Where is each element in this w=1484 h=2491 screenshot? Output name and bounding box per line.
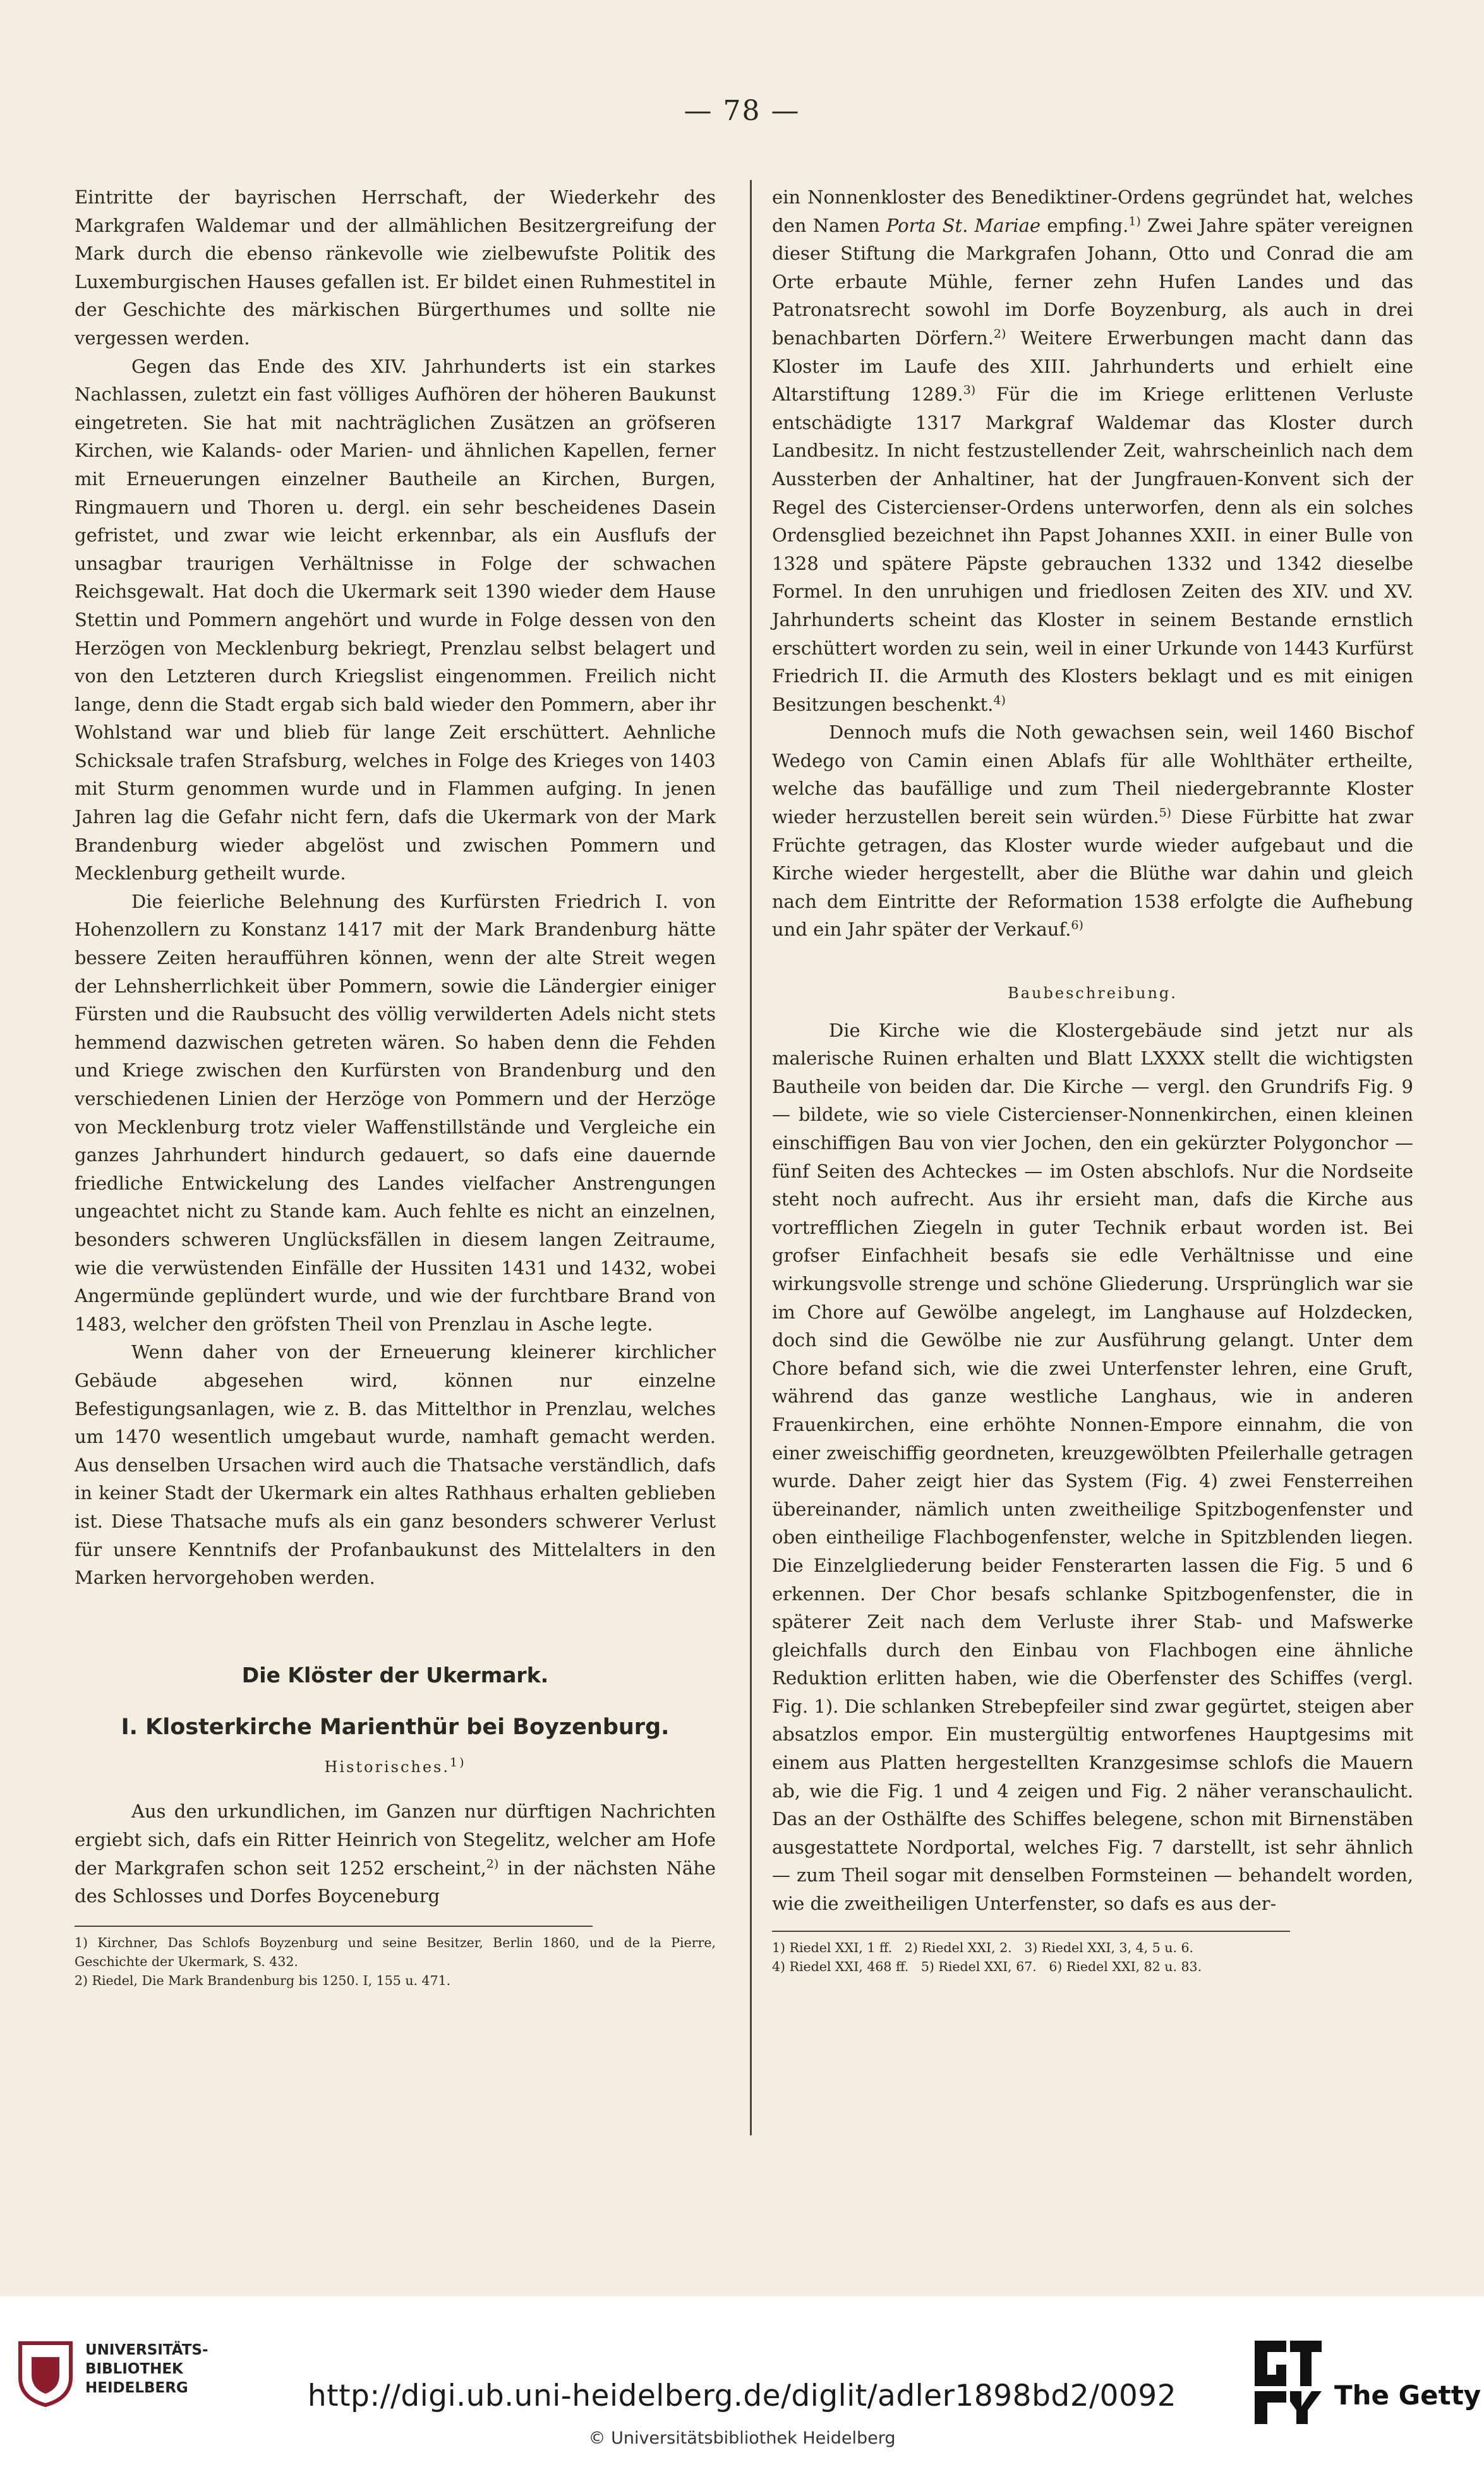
footnotes-left xyxy=(75,1933,716,1990)
text-run: Weitere Erwerbungen macht dann das Kloster im Laufe des XIII. Jahrhunderts und erhielt eine Altarstiftung 1289. xyxy=(772,327,1413,406)
text-run: Zwei Jahre später vereignen dieser Stiftung die Markgrafen Johann, Otto und Conrad die am Orte erbaute Mühle, ferner zehn Hufen Landes und das Patronatsrecht sowohl im Dorfe Boyzenburg, als auch in drei benachbarten Dörfern. xyxy=(772,214,1414,349)
paragraph: Eintritte der bayrischen Herrschaft, der Wiederkehr des Markgrafen Waldemar und der allmählichen Besitzergreifung der Mark durch die ebenso ränkevolle wie zielbewufste Politik des Luxemburgischen Hauses gefallen ist. Er bildet einen Ruhmestitel in der Geschichte des märkischen Bürgerthumes und sollte nie vergessen werden. xyxy=(75,186,716,349)
text-run: Diese Fürbitte hat zwar Früchte getragen, das Kloster wurde wieder aufgebaut und die Kirche wieder hergestellt, aber die Blüthe war dahin und gleich nach dem Eintritte der Reformation 1538 erfolgte die Aufhebung und ein Jahr später der Verkauf. xyxy=(772,806,1413,941)
footnotes-right xyxy=(772,1938,1413,1976)
footnote-ref: 1) xyxy=(1128,214,1141,228)
subheading-text: Historisches. xyxy=(324,1758,450,1776)
copyright-notice: © Universitätsbibliothek Heidelberg xyxy=(588,2428,896,2448)
institution-line: BIBLIOTHEK xyxy=(85,2361,183,2377)
paragraph: Die feierliche Belehnung des Kurfürsten Friedrich I. von Hohenzollern zu Konstanz 1417 mit der Mark Brandenburg hätte bessere Zeiten heraufführen können, wenn der alte Streit wegen der Lehnsherrlichkeit über Pommern, sowie die Ländergier einiger Fürsten und die Raubsucht des völlig verwilderten Adels nicht stets hemmend dazwischen getreten wären. So haben denn die Fehden und Kriege zwischen den Kurfürsten von Brandenburg und den verschiedenen Linien der Herzöge von Pommern und der Herzöge von Mecklenburg trotz vieler Waffenstillstände und Vergleiche ein ganzes Jahrhundert hindurch gedauert, so dafs eine dauernde friedliche Entwickelung des Landes vielfacher Anstrengungen ungeachtet nicht zu Stande kam. Auch fehlte es nicht an einzelnen, besonders schweren Unglücksfällen in diesem langen Zeitraume, wie die verwüstenden Einfälle der Hussiten 1431 und 1432, wobei Angermünde geplündert wurde, und wie der furchtbare Brand von 1483, welcher den gröfsten Theil von Prenzlau in Asche legte. xyxy=(75,890,716,1335)
latin-name: Porta St. Mariae xyxy=(886,214,1041,236)
footnote: 4) Riedel XXI, 468 ff. 5) Riedel XXI, 67. 6) Riedel XXI, 82 u. 83. xyxy=(772,1958,1202,1974)
chapter-title: I. Klosterkirche Marienthür bei Boyzenburg. xyxy=(121,1715,670,1740)
text-run: ein Nonnenkloster des Benediktiner-Ordens gegründet hat, welches den Namen xyxy=(772,186,1413,236)
paragraph xyxy=(772,718,1413,944)
footnote-ref: 6) xyxy=(1071,918,1083,932)
text-run: Dennoch mufs die Noth gewachsen sein, weil 1460 Bischof Wedego von Camin einen Ablafs für alle Wohlthäter ertheilte, welche das baufällige und zum Theil niedergebrannte Kloster wieder herzustellen bereit sein würden. xyxy=(772,721,1413,828)
footnote-ref: 1) xyxy=(450,1755,466,1770)
left-column xyxy=(75,183,716,1990)
getty-logo-icon xyxy=(1251,2336,1325,2429)
footnote-ref: 3) xyxy=(963,383,976,397)
footnote-ref: 2) xyxy=(486,1857,499,1871)
footnote: 1) Riedel XXI, 1 ff. 2) Riedel XXI, 2. 3) Riedel XXI, 3, 4, 5 u. 6. xyxy=(772,1939,1194,1955)
right-column xyxy=(772,183,1413,1976)
chapter-paragraph xyxy=(75,1797,716,1910)
institution-line: HEIDELBERG xyxy=(85,2380,188,2396)
subheading-historisches xyxy=(75,1753,716,1782)
institution-line: UNIVERSITÄTS- xyxy=(85,2342,208,2358)
paragraph xyxy=(772,183,1413,718)
paragraph: Die Kirche wie die Klostergebäude sind jetzt nur als malerische Ruinen erhalten und Blatt LXXXX stellt die wichtigsten Bautheile von beiden dar. Die Kirche — vergl. den Grundrifs Fig. 9 — bildete, wie so viele Cistercienser-Nonnenkirchen, einen kleinen einschiffigen Bau von vier Jochen, den ein gekürzter Polygonchor — fünf Seiten des Achteckes — im Osten abschlofs. Nur die Nordseite steht noch aufrecht. Aus ihr ersieht man, dafs die Kirche aus vortrefflichen Ziegeln in guter Technik erbaut worden ist. Bei grofser Einfachheit besafs sie edle Verhältnisse und eine wirkungsvolle strenge und schöne Gliederung. Ursprünglich war sie im Chore auf Gewölbe angelegt, im Langhause auf Holzdecken, doch sind die Gewölbe nie zur Ausführung gelangt. Unter dem Chore befand sich, wie die zwei Unterfenster lehren, eine Gruft, während das ganze westliche Langhaus, wie in anderen Frauenkirchen, eine erhöhte Nonnen-Empore einnahm, die von einer zweischiffig geordneten, kreuzgewölbten Pfeilerhalle getragen wurde. Daher zeigt hier das System (Fig. 4) zwei Fensterreihen übereinander, nämlich unten zweitheilige Spitzbogenfenster und oben eintheilige Flachbogenfenster, welche in Spitzblenden liegen. Die Einzelgliederung beider Fensterarten lassen die Fig. 5 und 6 erkennen. Der Chor besafs schlanke Spitzbogenfenster, die in späterer Zeit nach dem Verluste ihrer Stab- und Mafswerke gleichfalls durch den Einbau von Flachbogen eine ähnliche Reduktion erlitten haben, wie die Oberfenster des Schiffes (vergl. Fig. 1). Die schlanken Strebepfeiler sind zwar gegürtet, steigen aber absatzlos empor. Ein mustergültig entworfenes Hauptgesims mit einem aus Platten hergestellten Kranzgesimse schlofs die Mauern ab, wie die Fig. 1 und 4 zeigen und Fig. 2 näher veranschaulicht. Das an der Osthälfte des Schiffes belegene, schon mit Birnenstäben ausgestattete Nordportal, welches Fig. 7 darstellt, ist sehr ähnlich — zum Theil sogar mit denselben Formsteinen — behandelt worden, wie die zweitheiligen Unterfenster, so dafs es aus der- xyxy=(772,1019,1413,1915)
text-run: Für die im Kriege erlittenen Verluste entschädigte 1317 Markgraf Waldemar das Kloster durch Landbesitz. In nicht festzustellender Zeit, wahrscheinlich nach dem Aussterben der Anhaltiner, hat der Jungfrauen-Konvent sich der Regel des Cistercienser-Ordens unterworfen, denn als ein solches Ordensglied bezeichnet ihn Papst Johannes XXII. in einer Bulle von 1328 und spätere Päpste gebrauchen 1332 und 1342 dieselbe Formel. In den unruhigen und friedlosen Zeiten des XIV. und XV. Jahrhunderts scheint das Kloster in seinem Bestande ernstlich erschüttert worden zu sein, weil in einer Urkunde von 1443 Kurfürst Friedrich II. die Armuth des Klosters beklagt und es mit einigen Besitzungen beschenkt. xyxy=(772,383,1413,715)
section-title: Die Klöster der Ukermark. xyxy=(241,1662,549,1687)
text-run: empfing. xyxy=(1041,214,1129,236)
footnote-ref: 5) xyxy=(1159,805,1172,820)
permalink-url[interactable]: http://digi.ub.uni-heidelberg.de/diglit/adler1898bd2/0092 xyxy=(307,2379,1177,2413)
subheading-baubeschreibung: Baubeschreibung. xyxy=(1008,984,1178,1003)
paragraph: Gegen das Ende des XIV. Jahrhunderts ist ein starkes Nachlassen, zuletzt ein fast völliges Aufhören der höheren Baukunst eingetreten. Sie hat mit nachträglichen Zusätzen an gröfseren Kirchen, wie Kalands- oder Marien- und ähnlichen Kapellen, ferner mit Erneuerungen einzelner Bautheile an Kirchen, Burgen, Ringmauern und Thoren u. dergl. ein sehr bescheidenes Dasein gefristet, und zwar wie leicht erkennbar, als ein Ausflufs der unsagbar traurigen Verhältnisse in Folge der schwachen Reichsgewalt. Hat doch die Ukermark seit 1390 wieder dem Hause Stettin und Pommern angehört und wurde in Folge dessen von den Herzögen von Mecklenburg bekriegt, Prenzlau selbst belagert und von den Letzteren durch Kriegslist eingenommen. Freilich nicht lange, denn die Stadt ergab sich bald wieder den Pommern, aber ihr Wohlstand war und blieb für lange Zeit erschüttert. Aehnliche Schicksale trafen Strafsburg, welches in Folge des Krieges von 1403 mit Sturm genommen wurde und in Flammen aufging. In jenen Jahren lag die Gefahr nicht fern, dafs die Ukermark von der Mark Brandenburg wieder abgelöst und zwischen Pommern und Mecklenburg getheilt wurde. xyxy=(75,355,716,884)
footnote-ref: 2) xyxy=(993,327,1006,341)
footnote: 2) Riedel, Die Mark Brandenburg bis 1250. I, 155 u. 471. xyxy=(75,1972,451,1988)
chapter-paragraph-text: Aus den urkundlichen, im Ganzen nur dürftigen Nachrichten ergiebt sich, dafs ein Ritter Heinrich von Stegelitz, welcher am Hofe der Markgrafen schon seit 1252 erscheint, xyxy=(75,1800,716,1879)
column-divider xyxy=(750,180,752,2135)
paragraph: Wenn daher von der Erneuerung kleinerer kirchlicher Gebäude abgesehen wird, können nur einzelne Befestigungsanlagen, wie z. B. das Mittelthor in Prenzlau, welches um 1470 wesentlich umgebaut wurde, namhaft gemacht werden. Aus denselben Ursachen wird auch die Thatsache verständlich, dafs in keiner Stadt der Ukermark ein altes Rathhaus erhalten geblieben ist. Diese Thatsache mufs als ein ganz besonders schwerer Verlust für unsere Kenntnifs der Profanbaukunst des Mittelalters in den Marken hervorgehoben werden. xyxy=(75,1341,716,1589)
footer-bar xyxy=(0,2296,1484,2491)
footnote: 1) Kirchner, Das Schlofs Boyzenburg und seine Besitzer, Berlin 1860, und de la Pierre, Geschichte der Ukermark, S. 432. xyxy=(75,1934,716,1969)
chapter-paragraph-text-end: in der nächsten Nähe des Schlosses und Dorfes Boyceneburg xyxy=(75,1857,716,1907)
footnote-ref: 4) xyxy=(993,693,1006,708)
page-number: — 78 — xyxy=(684,95,800,127)
partner-name: The Getty xyxy=(1334,2380,1481,2411)
